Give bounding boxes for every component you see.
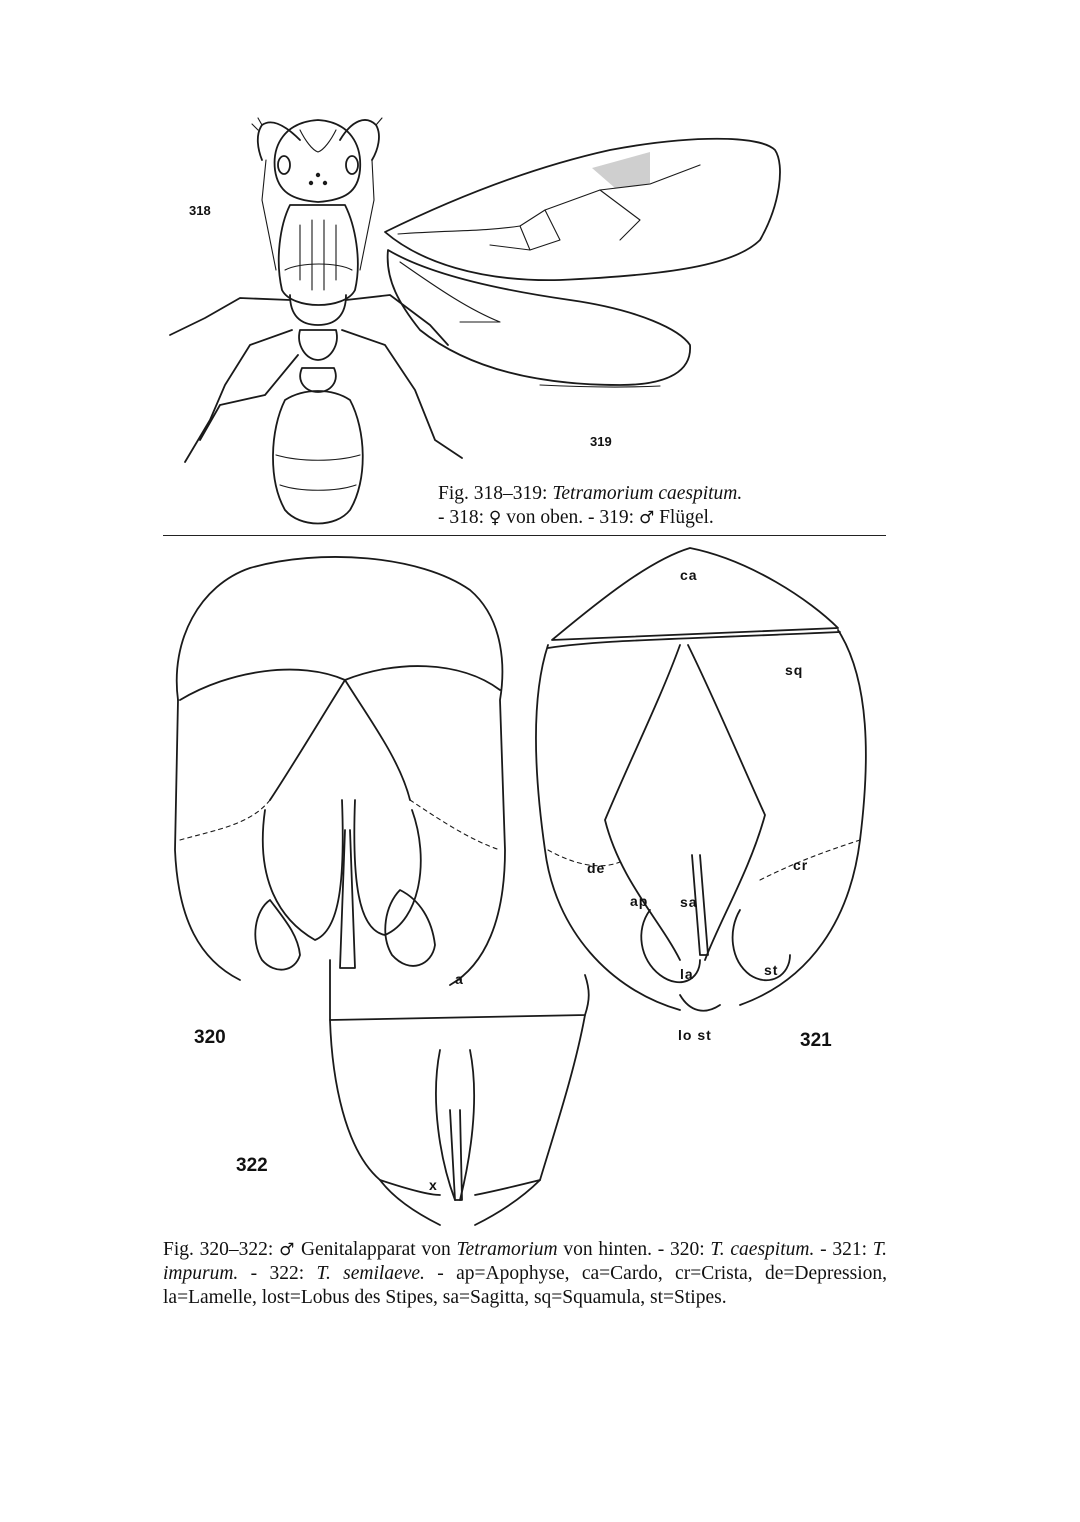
label-ca: ca bbox=[680, 567, 698, 583]
genitalia-illustration-321 bbox=[536, 548, 866, 1011]
caption-top-line1: Fig. 318–319: Tetramorium caespitum. bbox=[438, 483, 743, 504]
figure-number-321: 321 bbox=[800, 1030, 832, 1051]
label-sq: sq bbox=[785, 662, 804, 678]
figure-number-320: 320 bbox=[194, 1027, 226, 1048]
genitalia-illustration-320 bbox=[175, 557, 589, 1020]
male-symbol: ♂ bbox=[638, 508, 655, 528]
ant-illustration-318 bbox=[170, 118, 462, 524]
caption-species-3: T. semilaeve. bbox=[316, 1263, 425, 1284]
label-sa: sa bbox=[680, 894, 698, 910]
genitalia-illustration-322 bbox=[330, 1015, 585, 1225]
female-symbol: ♀ bbox=[488, 508, 502, 528]
caption-species-1: T. caespitum. bbox=[710, 1239, 815, 1260]
figure-number-319: 319 bbox=[590, 434, 612, 449]
label-lost: lo st bbox=[678, 1027, 712, 1043]
label-de: de bbox=[587, 860, 606, 876]
figure-number-318: 318 bbox=[189, 203, 211, 218]
horizontal-divider bbox=[163, 535, 886, 536]
wing-illustration-319 bbox=[385, 139, 780, 387]
label-cr: cr bbox=[793, 857, 809, 873]
caption-species-2: T. impurum. bbox=[163, 1239, 888, 1284]
caption-abbreviations: - ap=Apophyse, ca=Cardo, cr=Crista, de=Depression, la=Lamelle, lost=Lobus des Stipes, sa=Sagitta, sq=Squamula, st=Stipes. bbox=[163, 1263, 888, 1308]
label-ap: ap bbox=[630, 893, 649, 909]
caption-species: Tetramorium caespitum. bbox=[552, 483, 743, 504]
label-st: st bbox=[764, 962, 779, 978]
figure-number-322: 322 bbox=[236, 1155, 268, 1176]
caption-figures-318-319 bbox=[438, 482, 858, 530]
label-a: a bbox=[455, 971, 464, 987]
label-la: la bbox=[680, 966, 694, 982]
caption-figures-320-322: Fig. 320–322: ♂ Genitalapparat von Tetramorium von hinten. - 320: T. caespitum. - 321: T. impurum. - 322: T. semilaeve. - ap=Apophyse, ca=Cardo, cr=Crista, de=Depression, la=Lamelle, lost=Lobus des Stipes, sa=Sagitta, sq=Squamula, st=Stipes. bbox=[163, 1239, 888, 1308]
caption-top-line2: - 318: ♀ von oben. - 319: ♂ Flügel. bbox=[438, 507, 714, 528]
label-x: x bbox=[429, 1177, 438, 1193]
male-symbol: ♂ bbox=[279, 1240, 296, 1260]
caption-genus: Tetramorium bbox=[456, 1239, 558, 1260]
